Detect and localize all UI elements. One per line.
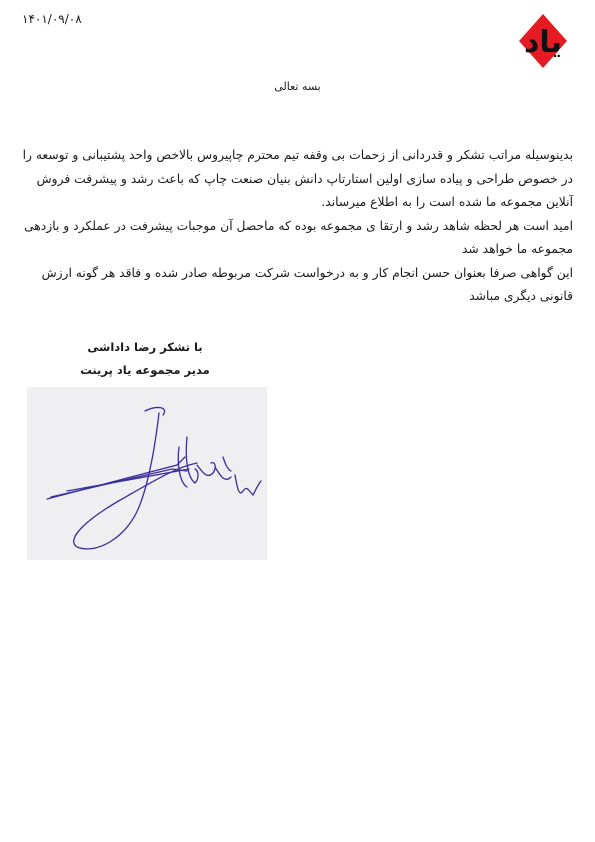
company-logo <box>517 10 569 72</box>
letter-body <box>13 144 573 309</box>
paragraph-hope: امید است هر لحظه شاهد رشد و ارتقا ی مجموعه بوده که ماحصل آن موجبات پیشرفت در عملکرد و بازدهی مجموعه ما خواهد شد <box>24 218 573 256</box>
signer-title: مدیر مجموعه یاد پرینت <box>80 363 210 377</box>
page-heading: بسه تعالی <box>274 80 321 93</box>
paragraph-disclaimer: این گواهی صرفا بعنوان حسن انجام کار و به درخواست شرکت مربوطه صادر شده و فاقد هر گونه ارزش قانونی دیگری مباشد <box>41 265 573 303</box>
logo-glyph: یاد <box>524 25 562 60</box>
signer-block <box>40 336 250 382</box>
signer-name: با تشکر رضا داداشی <box>87 340 203 354</box>
signature-image <box>27 387 267 560</box>
document-date: ۱۴۰۱/۰۹/۰۸ <box>22 12 82 26</box>
paragraph-thanks: بدینوسیله مراتب تشکر و قدردانی از زحمات بی وقفه تیم محترم چاپیروس بالاخص واحد پشتیبانی و توسعه را در خصوص طراحی و پیاده سازی اولین استارتاپ دانش بنیان صنعت چاپ که باعث رشد و پیشرفت فروش آنلاین مجموعه ما شده است را به اطلاع میرساند. <box>22 148 573 209</box>
